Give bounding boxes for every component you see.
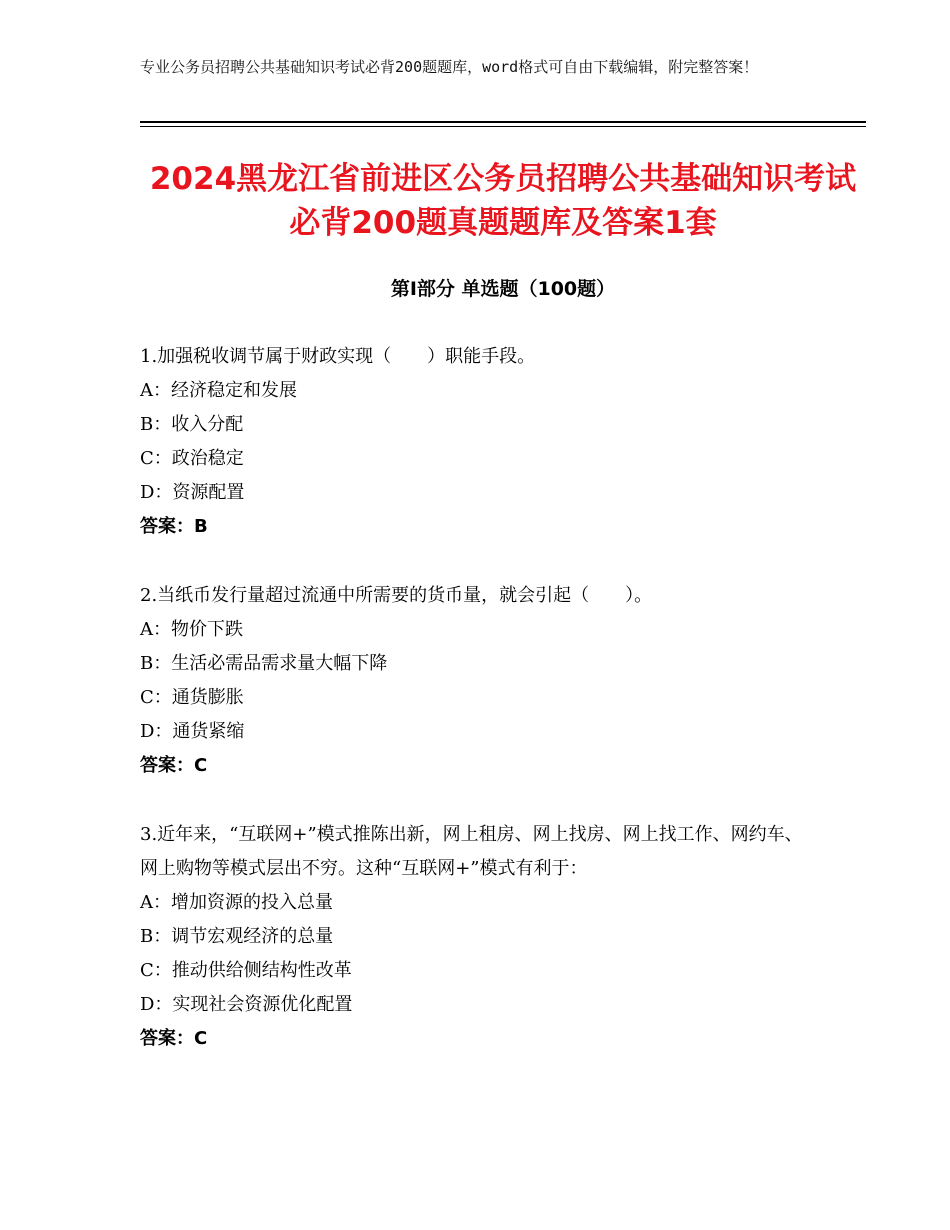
document-title: 2024黑龙江省前进区公务员招聘公共基础知识考试必背200题真题题库及答案1套 (149, 161, 857, 241)
option-a: A：经济稳定和发展 (140, 380, 297, 401)
option-d: D：资源配置 (140, 482, 245, 503)
option-a: A：增加资源的投入总量 (140, 892, 333, 913)
question-3 (140, 818, 820, 1056)
option-c: C：通货膨胀 (140, 687, 244, 708)
option-b: B：收入分配 (140, 414, 244, 435)
option-a: A：物价下跌 (140, 619, 243, 640)
option-c: C：推动供给侧结构性改革 (140, 960, 352, 981)
option-b: B：生活必需品需求量大幅下降 (140, 653, 388, 674)
question-stem: 3.近年来，“互联网+”模式推陈出新，网上租房、网上找房、网上找工作、网约车、网上购物等模式层出不穷。这种“互联网+”模式有利于： (140, 824, 803, 879)
header-note: 专业公务员招聘公共基础知识考试必背200题题库，word格式可自由下载编辑，附完整答案！ (140, 58, 759, 76)
question-2 (140, 579, 820, 783)
answer-line: 答案：B (140, 516, 208, 537)
question-stem: 2.当纸币发行量超过流通中所需要的货币量，就会引起（ ）。 (140, 585, 653, 606)
option-d: D：通货紧缩 (140, 721, 245, 742)
question-1 (140, 340, 820, 544)
header-rule-thin (140, 126, 866, 127)
section-heading: 第Ⅰ部分 单选题（100题） (390, 278, 616, 300)
answer-line: 答案：C (140, 755, 208, 776)
option-b: B：调节宏观经济的总量 (140, 926, 334, 947)
answer-line: 答案：C (140, 1028, 208, 1049)
header-rule-thick (140, 121, 866, 123)
question-stem: 1.加强税收调节属于财政实现（ ）职能手段。 (140, 346, 536, 367)
option-c: C：政治稳定 (140, 448, 244, 469)
option-d: D：实现社会资源优化配置 (140, 994, 353, 1015)
